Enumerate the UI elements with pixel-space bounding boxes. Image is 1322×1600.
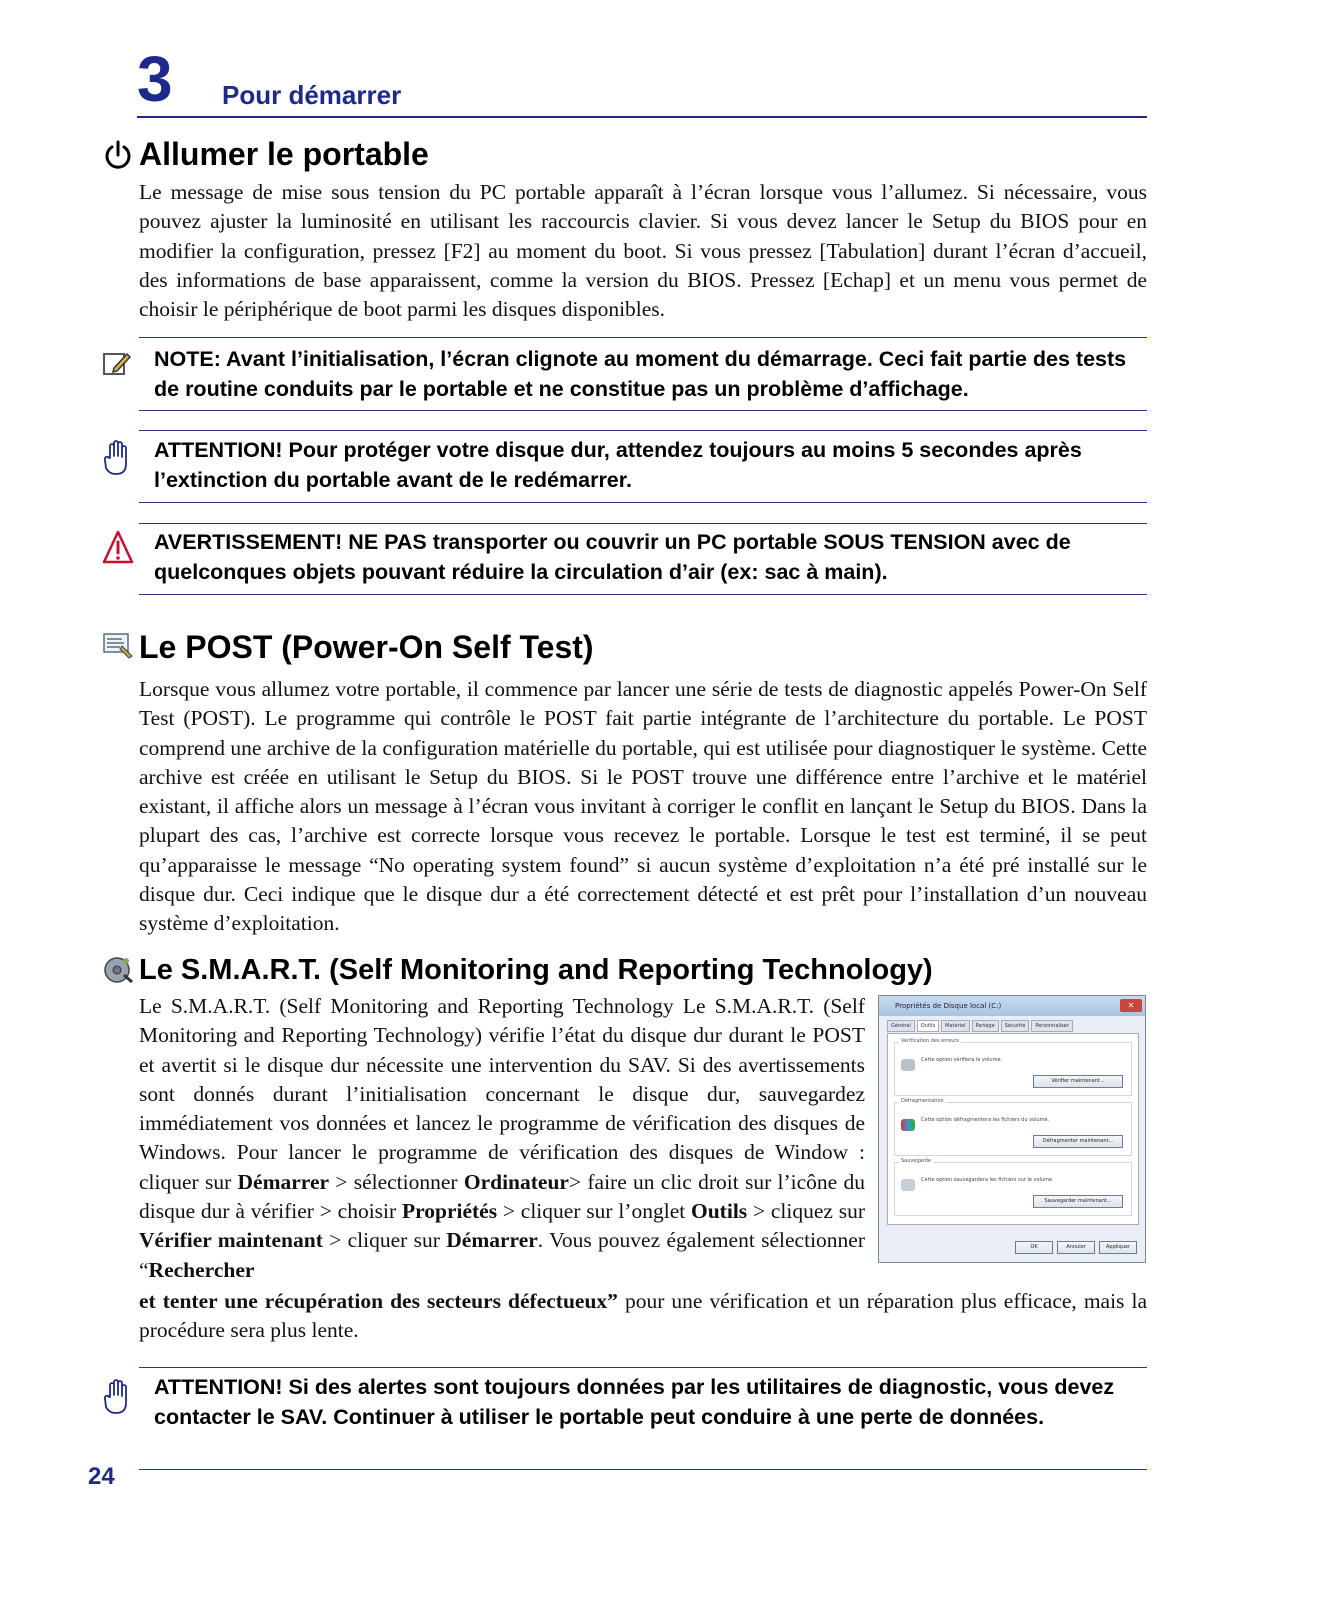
tab-partage: Partage (972, 1020, 999, 1032)
defrag-icon (901, 1119, 915, 1131)
close-icon: ✕ (1120, 999, 1142, 1012)
group-label: Défragmentation (901, 1098, 944, 1104)
smart-text: . Vous pouvez également sélectionner “ (139, 1228, 865, 1282)
hand-stop-icon (102, 438, 132, 478)
attention-rule-top (139, 430, 1147, 431)
hard-disk-icon (102, 955, 134, 985)
bold-term: Outils (691, 1199, 748, 1224)
apply-button: Appliquer (1099, 1241, 1137, 1254)
bold-term: Ordinateur (463, 1169, 569, 1194)
screenshot-titlebar (879, 996, 1145, 1016)
section-body-post: Lorsque vous allumez votre portable, il commence par lancer une série de tests de diagnostic appelés Power-On Self Test (POST). Le programme qui contrôle le POST fait partie intégrante de l’architecture du portable. Le POST comprend une archive de la configuration matérielle du portable, qui est utilisée pour diagnostiquer le système. Cette archive est créée en utilisant le Setup du BIOS. Si le POST trouve une différence entre l’archive et le matériel existant, il affiche alors un message à l’écran vous invitant à corriger le conflit en lançant le Setup du BIOS. Dans la plupart des cas, l’archive est correcte lorsque vous recevez le portable. Lorsque le test est terminé, il se peut qu’apparaisse le message “No operating system found” si aucun système d’exploitation n’a été pré installé sur le disque dur. Ceci indique que le disque dur a été correctement détecté et est prêt pour l’installation d’un nouveau système d’exploitation. (139, 677, 1147, 936)
check-now-button: Vérifier maintenant... (1033, 1075, 1123, 1088)
screenshot-tabs (887, 1020, 1137, 1032)
chapter-title: Pour démarrer (222, 80, 402, 110)
power-icon (104, 140, 132, 170)
section-body-smart-continued (139, 1287, 1147, 1346)
warning-triangle-icon (102, 530, 134, 566)
smart-text: > cliquer sur (322, 1228, 447, 1253)
attention-rule-bottom (139, 502, 1147, 503)
section-body-smart (139, 992, 865, 1285)
smart-text: pour une vérification et un réparation plus efficace, mais la procédure sera plus lente. (139, 1289, 1147, 1343)
cancel-button: Annuler (1057, 1241, 1095, 1254)
section-body-power-on: Le message de mise sous tension du PC portable apparaît à l’écran lorsque vous l’allumez. Si nécessaire, vous pouvez ajuster la luminosité en utilisant les raccourcis clavier. Si vous devez lancer le Setup du BIOS pour en modifier la configuration, pressez [F2] au moment du boot. Si vous pressez [Tabulation] durant l’écran d’accueil, des informations de base apparaissent, comme la version du BIOS. Pressez [Echap] et un menu vous permet de choisir le périphérique de boot parmi les disques disponibles. (139, 180, 1147, 322)
smart-text: > faire un clic droit sur l’icône du disque dur à vérifier > choisir (139, 1169, 865, 1224)
disk-properties-screenshot (878, 995, 1146, 1263)
bold-term: Démarrer (237, 1169, 330, 1194)
group-defrag (894, 1098, 1132, 1156)
tab-general: Général (887, 1020, 915, 1032)
page-number: 24 (88, 1463, 115, 1490)
chapter-number: 3 (137, 43, 173, 115)
bold-term: Propriétés (401, 1199, 498, 1224)
attention-text: ATTENTION! Pour protéger votre disque dur, attendez toujours au moins 5 secondes après l’extinction du portable avant de le redémarrer. (154, 438, 1082, 492)
group-error-check (894, 1038, 1132, 1096)
group-label: Sauvegarde (901, 1158, 931, 1164)
hand-stop-icon (102, 1377, 132, 1417)
note-rule-top (139, 337, 1147, 338)
bold-term: Vérifier maintenant (139, 1228, 323, 1253)
group-backup (894, 1158, 1132, 1216)
disk-check-icon (901, 1059, 915, 1071)
smart-text: > sélectionner (329, 1169, 464, 1194)
screenshot-dialog-buttons (1015, 1241, 1137, 1254)
section-heading-post: Le POST (Power-On Self Test) (139, 629, 594, 665)
group-text: Cette option vérifiera le volume. (921, 1057, 1003, 1063)
chapter-rule (137, 116, 1147, 118)
group-text: Cette option défragmentera les fichiers du volume. (921, 1117, 1050, 1123)
note-rule-bottom (139, 410, 1147, 411)
warning-rule-top (139, 523, 1147, 524)
tab-outils: Outils (917, 1020, 939, 1032)
tab-personnaliser: Personnaliser (1031, 1020, 1073, 1032)
warning-text: AVERTISSEMENT! NE PAS transporter ou couvrir un PC portable SOUS TENSION avec de quelconques objets pouvant réduire la circulation d’air (ex: sac à main). (154, 530, 1071, 584)
tab-securite: Sécurité (1001, 1020, 1030, 1032)
attention2-rule-bottom (139, 1469, 1147, 1470)
attention2-text: ATTENTION! Si des alertes sont toujours données par les utilitaires de diagnostic, vous devez contacter le SAV. Continuer à utiliser le portable peut conduire à une perte de données. (154, 1375, 1115, 1429)
bold-term: et tenter une récupération des secteurs défectueux” (139, 1289, 618, 1313)
smart-text: > cliquer sur l’onglet (497, 1199, 691, 1224)
group-label: Vérification des erreurs (901, 1038, 960, 1044)
tab-materiel: Matériel (941, 1020, 969, 1032)
defrag-now-button: Défragmenter maintenant... (1033, 1135, 1123, 1148)
bold-term: Rechercher (148, 1257, 255, 1282)
group-text: Cette option sauvegardera les fichiers sur le volume. (921, 1177, 1054, 1183)
ok-button: OK (1015, 1241, 1053, 1254)
warning-rule-bottom (139, 594, 1147, 595)
section-heading-power-on: Allumer le portable (139, 136, 429, 172)
pencil-note-icon (102, 350, 132, 378)
smart-text: > cliquez sur (747, 1199, 865, 1224)
screenshot-title: Propriétés de Disque local (C:) (895, 1002, 1002, 1010)
attention2-rule-top (139, 1367, 1147, 1368)
screenshot-panel (887, 1033, 1139, 1225)
monitor-text-icon (102, 632, 134, 660)
smart-intro-text: Le S.M.A.R.T. (Self Monitoring and Reporting Technology Le S.M.A.R.T. (Self Monitoring and Reporting Technology) vérifie l’état du disque dur durant le POST et avertit si le disque dur nécessite une intervention du SAV. Si des avertissements sont donnés durant l’initialisation concernant le disque dur, sauvegardez immédiatement vos données et lancez le programme de vérification des disques de Windows. Pour lancer le programme de vérification des disques de Window : cliquer sur (139, 994, 865, 1194)
backup-icon (901, 1179, 915, 1191)
bold-term: Démarrer (446, 1228, 538, 1253)
note-text: NOTE: Avant l’initialisation, l’écran clignote au moment du démarrage. Ceci fait partie des tests de routine conduits par le portable et ne constitue pas un problème d’affichage. (154, 347, 1127, 401)
backup-now-button: Sauvegarder maintenant... (1033, 1195, 1123, 1208)
section-heading-smart: Le S.M.A.R.T. (Self Monitoring and Reporting Technology) (139, 954, 933, 986)
